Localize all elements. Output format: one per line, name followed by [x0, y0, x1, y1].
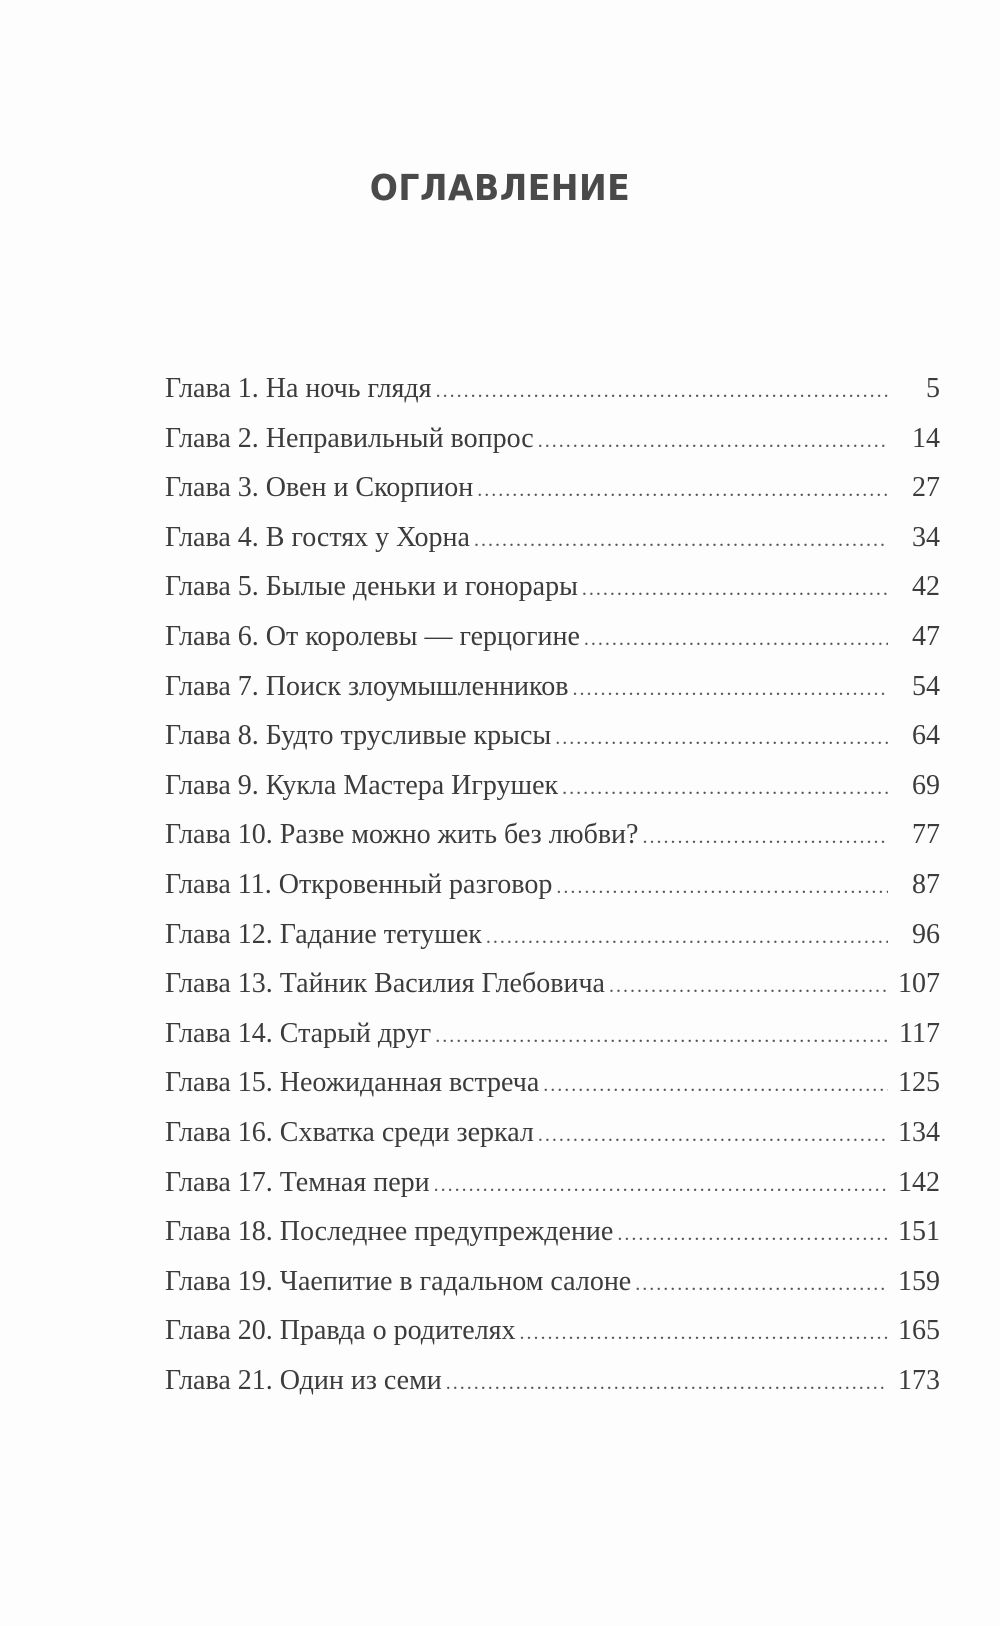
- dot-leader: [562, 777, 888, 800]
- toc-entry-label: Глава 1. На ночь глядя: [165, 373, 432, 404]
- toc-entry[interactable]: [165, 968, 940, 1018]
- toc-entry-page: 159: [898, 1265, 940, 1297]
- dot-leader: [609, 975, 888, 998]
- toc-entry-label: Глава 14. Старый друг: [165, 1017, 432, 1049]
- toc-entry-page: 173: [898, 1364, 940, 1396]
- toc-entry-label: Глава 19. Чаепитие в гадальном салоне: [165, 1265, 632, 1297]
- toc-entry[interactable]: [165, 423, 940, 473]
- toc-entry[interactable]: [165, 1018, 940, 1068]
- table-of-contents: [165, 373, 940, 1414]
- toc-entry-label: Глава 16. Схватка среди зеркал: [165, 1116, 534, 1148]
- toc-entry-page: 87: [912, 868, 940, 900]
- toc-entry-label: Глава 9. Кукла Мастера Игрушек: [165, 769, 559, 801]
- toc-entry-page: 151: [898, 1216, 940, 1248]
- toc-entry-page: 34: [912, 521, 940, 553]
- toc-entry-page: 14: [912, 422, 940, 454]
- toc-entry[interactable]: [165, 919, 940, 969]
- toc-entry-label: Глава 6. От королевы — герцогине: [165, 620, 580, 652]
- toc-entry-page: 134: [898, 1116, 940, 1148]
- toc-entry-page: 165: [898, 1315, 940, 1347]
- dot-leader: [474, 529, 888, 552]
- toc-entry-label: Глава 3. Овен и Скорпион: [165, 472, 474, 504]
- toc-entry[interactable]: [165, 869, 940, 919]
- dot-leader: [617, 1223, 888, 1246]
- dot-leader: [436, 380, 888, 403]
- dot-leader: [538, 430, 888, 453]
- dot-leader: [434, 1174, 888, 1197]
- page-title: ОГЛАВЛЕНИЕ: [369, 168, 631, 209]
- toc-entry-page: 54: [912, 670, 940, 702]
- toc-entry-page: 125: [898, 1067, 940, 1099]
- toc-entry-page: 107: [898, 968, 940, 1000]
- dot-leader: [446, 1372, 888, 1395]
- toc-entry[interactable]: [165, 373, 940, 423]
- dot-leader: [477, 479, 888, 502]
- toc-entry-page: 77: [912, 819, 940, 851]
- toc-entry[interactable]: [165, 571, 940, 621]
- dot-leader: [543, 1074, 888, 1097]
- dot-leader: [556, 876, 888, 899]
- toc-entry-label: Глава 13. Тайник Василия Глебовича: [165, 968, 605, 1000]
- dot-leader: [635, 1273, 888, 1296]
- dot-leader: [435, 1025, 888, 1048]
- toc-entry[interactable]: [165, 671, 940, 721]
- toc-entry[interactable]: [165, 1167, 940, 1217]
- toc-entry-page: 96: [912, 918, 940, 950]
- toc-entry-label: Глава 12. Гадание тетушек: [165, 918, 482, 950]
- toc-entry-label: Глава 7. Поиск злоумышленников: [165, 670, 569, 702]
- toc-entry-page: 64: [912, 720, 940, 752]
- toc-entry-page: 42: [912, 571, 940, 603]
- toc-entry-label: Глава 20. Правда о родителях: [165, 1315, 516, 1347]
- toc-entry[interactable]: [165, 1266, 940, 1316]
- dot-leader: [642, 826, 888, 849]
- dot-leader: [520, 1322, 888, 1345]
- toc-entry[interactable]: [165, 1315, 940, 1365]
- toc-entry-page: 117: [899, 1017, 940, 1049]
- toc-entry-label: Глава 18. Последнее предупреждение: [165, 1216, 614, 1248]
- dot-leader: [572, 678, 888, 701]
- dot-leader: [582, 578, 888, 601]
- toc-entry[interactable]: [165, 1067, 940, 1117]
- toc-entry[interactable]: [165, 522, 940, 572]
- toc-entry-page: 142: [898, 1166, 940, 1198]
- dot-leader: [486, 926, 888, 949]
- toc-entry-label: Глава 15. Неожиданная встреча: [165, 1067, 540, 1099]
- toc-entry-label: Глава 4. В гостях у Хорна: [165, 521, 470, 553]
- toc-entry-label: Глава 21. Один из семи: [165, 1364, 442, 1396]
- toc-entry-page: 27: [912, 472, 940, 504]
- toc-entry-page: 5: [926, 373, 940, 404]
- toc-entry[interactable]: [165, 621, 940, 671]
- dot-leader: [538, 1124, 888, 1147]
- toc-entry-label: Глава 17. Темная пери: [165, 1166, 430, 1198]
- toc-entry[interactable]: [165, 819, 940, 869]
- toc-entry[interactable]: [165, 1117, 940, 1167]
- dot-leader: [584, 628, 888, 651]
- dot-leader: [555, 727, 888, 750]
- toc-entry-page: 69: [912, 769, 940, 801]
- toc-entry-page: 47: [912, 620, 940, 652]
- toc-entry-label: Глава 8. Будто трусливые крысы: [165, 720, 552, 752]
- toc-entry[interactable]: [165, 770, 940, 820]
- toc-entry[interactable]: [165, 720, 940, 770]
- toc-entry-label: Глава 2. Неправильный вопрос: [165, 422, 534, 454]
- toc-entry[interactable]: [165, 1365, 940, 1415]
- toc-entry[interactable]: [165, 472, 940, 522]
- toc-entry-label: Глава 10. Разве можно жить без любви?: [165, 819, 639, 851]
- toc-entry-label: Глава 5. Былые деньки и гонорары: [165, 571, 578, 603]
- toc-entry[interactable]: [165, 1216, 940, 1266]
- toc-entry-label: Глава 11. Откровенный разговор: [165, 868, 553, 900]
